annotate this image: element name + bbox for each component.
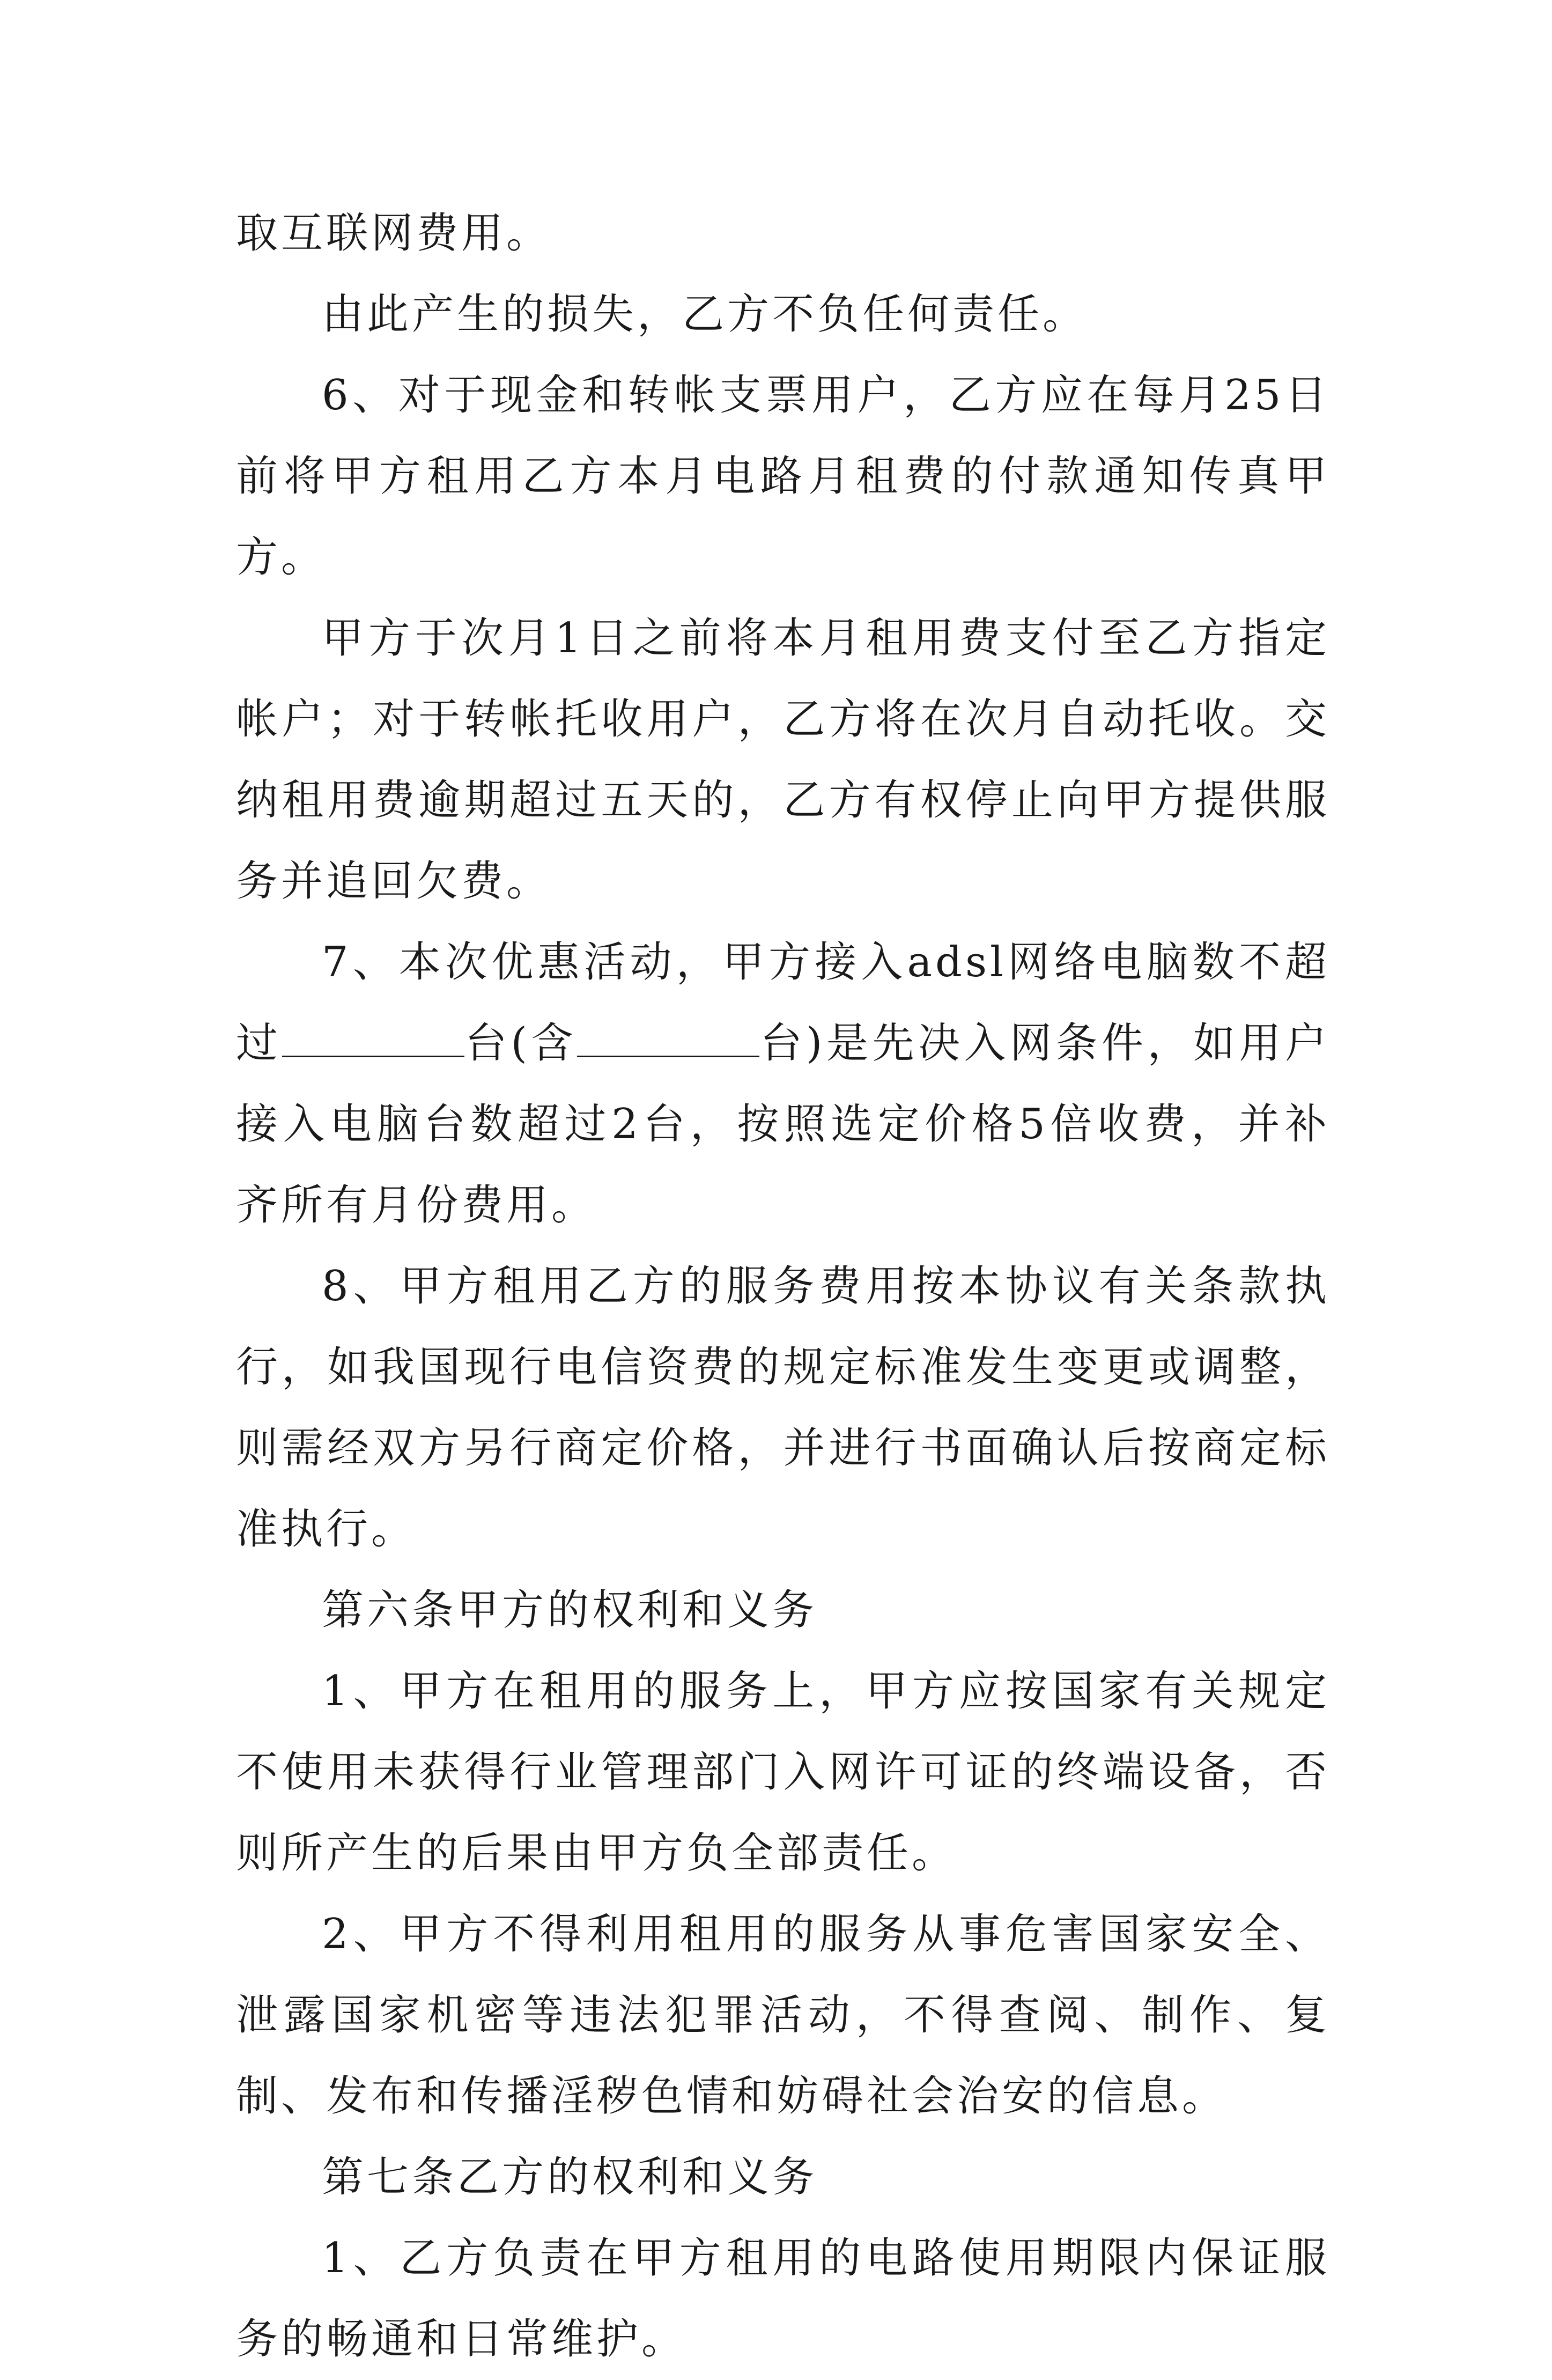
blank-line-1	[282, 1020, 464, 1057]
paragraph-article-7-item-1: 1、乙方负责在甲方租用的电路使用期限内保证服务的畅通和日常维护。	[236, 2234, 1330, 2363]
paragraph-article-6-item-2: 2、甲方不得利用租用的服务从事危害国家安全、泄露国家机密等违法犯罪活动，不得查阅、制作、复制、发布和传播淫秽色情和妨碍社会治安的信息。	[236, 1910, 1330, 2120]
clause-7-part-b: 台(含	[464, 1019, 577, 1067]
paragraph-clause-7	[236, 922, 1330, 1246]
clause-7-part-a: 7、本次优惠活动，甲方接入adsl网络电脑数不超过	[236, 938, 1330, 1067]
blank-line-2	[577, 1020, 759, 1057]
paragraph-fee-end: 取互联网费用。	[236, 209, 552, 257]
heading-article-6: 第六条甲方的权利和义务	[322, 1586, 818, 1634]
heading-article-7: 第七条乙方的权利和义务	[322, 2153, 818, 2201]
document-body	[236, 193, 1330, 2380]
paragraph-clause-8: 8、甲方租用乙方的服务费用按本协议有关条款执行，如我国现行电信资费的规定标准发生变更或调整，则需经双方另行商定价格，并进行书面确认后按商定标准执行。	[236, 1262, 1330, 1553]
paragraph-loss-disclaimer: 由此产生的损失，乙方不负任何责任。	[322, 290, 1088, 338]
paragraph-clause-6: 6、对于现金和转帐支票用户，乙方应在每月25日前将甲方租用乙方本月电路月租费的付款通知传真甲方。	[236, 371, 1330, 581]
clause-7-part-c: 台)是先决入网条件，如用户接入电脑台数超过2台，按照选定价格5倍收费，并补齐所有月份费用。	[236, 1019, 1330, 1229]
paragraph-article-6-item-1: 1、甲方在租用的服务上，甲方应按国家有关规定不使用未获得行业管理部门入网许可证的终端设备，否则所产生的后果由甲方负全部责任。	[236, 1667, 1330, 1877]
paragraph-payment-terms: 甲方于次月1日之前将本月租用费支付至乙方指定帐户；对于转帐托收用户，乙方将在次月自动托收。交纳租用费逾期超过五天的，乙方有权停止向甲方提供服务并追回欠费。	[236, 614, 1330, 905]
